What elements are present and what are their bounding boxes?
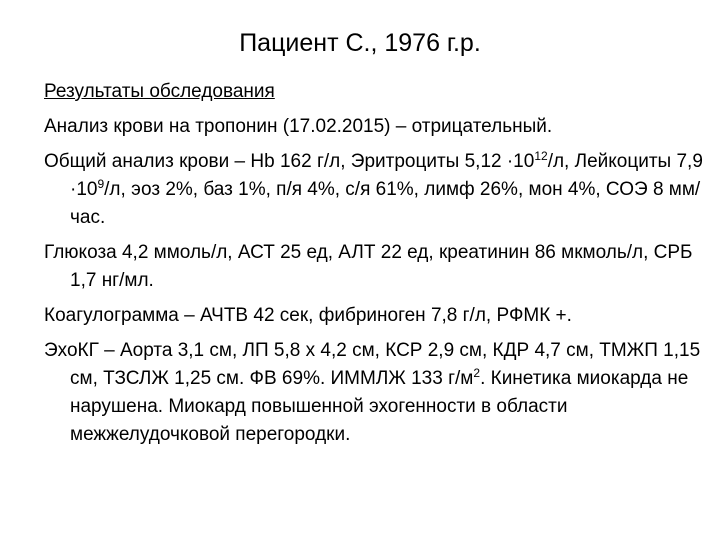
coagulogram-result: Коагулограмма – АЧТВ 42 сек, фибриноген 7,8 г/л, РФМК +. [44, 305, 572, 326]
cbc-text-1: Общий анализ крови – Hb 162 г/л, Эритроциты 5,12 ·10 [44, 151, 535, 172]
cbc-text-3: /л, эоз 2%, баз 1%, п/я 4%, с/я 61%, лимф 26%, мон 4%, СОЭ 8 мм/час. [70, 179, 701, 228]
section-heading: Результаты обследования [44, 81, 275, 102]
cbc-result [44, 148, 704, 232]
echo-text-1: ЭхоКГ – Аорта 3,1 см, ЛП 5,8 х 4,2 см, КСР 2,9 см, КДР 4,7 см, ТМЖП 1,15 см, ТЗСЛЖ 1,25 см. ФВ 69%. ИММЛЖ 133 г/м [44, 340, 701, 389]
echocardiography-result [44, 337, 704, 449]
echo-exponent: 2 [473, 366, 481, 380]
slide-body [44, 78, 704, 456]
echo-text-2: . Кинетика миокарда не нарушена. Миокард повышенной эхогенности в области межжелудочковой перегородки. [70, 368, 689, 445]
cbc-text-2: /л, Лейкоциты 7,9 ·10 [70, 151, 703, 200]
cbc-exponent-1: 12 [534, 149, 548, 163]
slide-title: Пациент С., 1976 г.р. [239, 29, 481, 57]
cbc-exponent-2: 9 [97, 177, 105, 191]
troponin-result: Анализ крови на тропонин (17.02.2015) – отрицательный. [44, 116, 553, 137]
biochemistry-result: Глюкоза 4,2 ммоль/л, АСТ 25 ед, АЛТ 22 ед, креатинин 86 мкмоль/л, СРБ 1,7 нг/мл. [44, 242, 693, 291]
